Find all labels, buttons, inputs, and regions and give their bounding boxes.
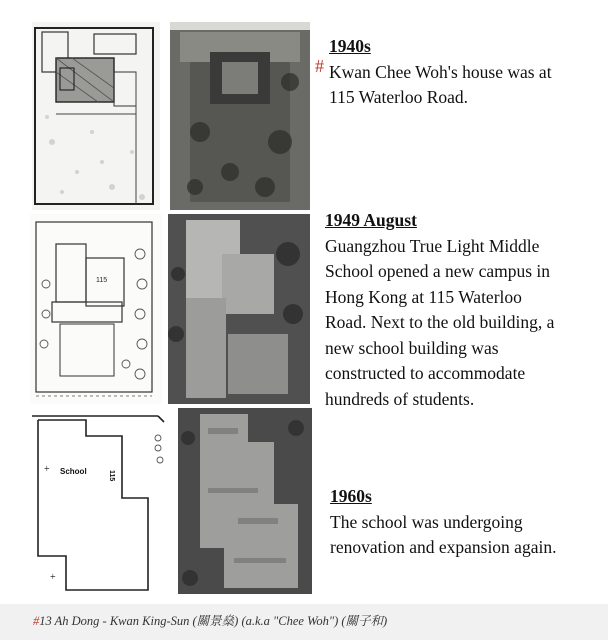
svg-text:+: + — [44, 464, 50, 475]
section-1949-line-2: School opened a new campus in — [325, 261, 551, 281]
caption-bar — [0, 604, 608, 640]
plan-1960-number: 115 — [108, 470, 115, 482]
caption-text: 13 Ah Dong - Kwan King-Sun (關景燊) (a.k.a "Chee Woh") (關子和) — [39, 614, 388, 628]
aerial-photo-1949 — [168, 214, 310, 404]
section-1949-line-4: Road. Next to the old building, a — [325, 312, 555, 332]
section-1949-line-6: constructed to accommodate — [325, 363, 526, 383]
plan-1960-word: School — [60, 467, 87, 476]
section-1949-line-3: Hong Kong at 115 Waterloo — [325, 286, 522, 307]
plan-1949-number: 115 — [96, 277, 108, 284]
section-1960s-year: 1960s — [330, 486, 372, 506]
section-1949-year: 1949 August — [325, 210, 417, 230]
footnote-marker: # — [315, 56, 324, 76]
caption-hash: # — [33, 614, 40, 628]
aerial-photo-1960s — [178, 408, 312, 594]
plan-1940s-image — [32, 22, 160, 210]
aerial-photo-1940s — [170, 22, 310, 210]
section-1940s-line-1: Kwan Chee Woh's house was at — [329, 61, 552, 82]
plan-1949-image — [30, 214, 162, 404]
section-1940s-line-2: 115 Waterloo Road. — [329, 87, 469, 107]
section-1960s-line-1: The school was undergoing — [330, 511, 523, 532]
section-1960s-line-2: renovation and expansion again. — [330, 537, 557, 557]
section-1949 — [325, 208, 554, 412]
section-1949-line-5: new school building was — [325, 337, 499, 358]
plan-1960s-image — [30, 408, 170, 594]
section-1960s — [330, 484, 556, 561]
section-1949-line-1: Guangzhou True Light Middle — [325, 235, 540, 256]
svg-text:+: + — [50, 572, 56, 583]
section-1940s-year: 1940s — [329, 36, 371, 56]
section-1940s — [329, 34, 552, 111]
section-1949-line-7: hundreds of students. — [325, 388, 475, 409]
